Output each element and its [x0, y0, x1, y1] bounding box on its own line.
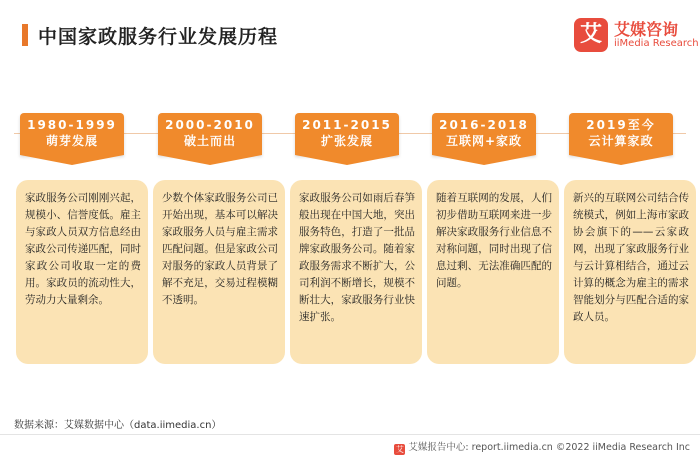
logo-name-cn: 艾媒咨询 [614, 20, 679, 39]
footer-copyright [394, 439, 690, 455]
stage-card-5 [564, 180, 696, 364]
stage-card-3 [290, 180, 422, 364]
stage-tab-pointer [569, 155, 673, 165]
stage-tab-pointer [158, 155, 262, 165]
brand-logo [574, 14, 699, 56]
stage-description: 家政服务公司如雨后春笋般出现在中国大地，突出服务特色，打造了一批品牌家政服务公司。随着家政服务需求不断扩大，公司利润不断增长，规模不断壮大，家政服务行业快速扩张。 [299, 192, 415, 323]
stage-years: 1980-1999 [27, 118, 117, 132]
logo-name-en: iiMedia Research [614, 38, 699, 49]
stage-tab-1 [20, 113, 124, 155]
stage-tab-5 [569, 113, 673, 155]
stage-phase: 扩张发展 [320, 134, 373, 148]
stage-years: 2000-2010 [165, 118, 255, 132]
stage-card-4 [427, 180, 559, 364]
stage-description: 少数个体家政服务公司已开始出现，基本可以解决家政服务人员与雇主需求匹配问题。但是家政公司对服务的家政人员背景了解不充足，交易过程模糊不透明。 [162, 192, 278, 306]
stage-tab-pointer [432, 155, 536, 165]
stage-tab-pointer [20, 155, 124, 165]
stage-tab-4 [432, 113, 536, 155]
stage-card-2 [153, 180, 285, 364]
footer-logo-icon: 艾 [395, 445, 404, 454]
stage-description: 随着互联网的发展，人们初步借助互联网来进一步解决家政服务行业信息不对称问题，同时出现了信息过剩、无法准确匹配的问题。 [436, 192, 552, 289]
stage-card-1 [16, 180, 148, 364]
page-title: 中国家政服务行业发展历程 [38, 26, 279, 48]
footer-copyright-text: 艾媒报告中心: report.iimedia.cn ©2022 iiMedia Research Inc [408, 442, 690, 453]
stage-phase: 萌芽发展 [45, 134, 98, 148]
footer-divider [0, 434, 700, 435]
stage-years: 2016-2018 [439, 118, 529, 132]
stage-description: 新兴的互联网公司结合传统模式，例如上海市家政协会旗下的——云家政网，出现了家政服务行业与云计算相结合，通过云计算的概念为雇主的需求智能划分与匹配合适的家政人员。 [573, 192, 689, 323]
stage-tab-3 [295, 113, 399, 155]
stage-tab-pointer [295, 155, 399, 165]
stage-phase: 互联网+家政 [445, 134, 523, 148]
stage-years: 2019至今 [586, 118, 656, 132]
title-accent-bar [22, 24, 28, 46]
stage-phase: 云计算家政 [588, 134, 654, 148]
stage-phase: 破土而出 [183, 134, 236, 148]
stage-tab-2 [158, 113, 262, 155]
data-source: 数据来源：艾媒数据中心（data.iimedia.cn） [14, 420, 222, 431]
stage-description: 家政服务公司刚刚兴起，规模小、信誉度低。雇主与家政人员双方信息经由家政公司传递匹配，同时家政公司收取一定的费用。家政员的流动性大，劳动力大量剩余。 [25, 192, 141, 306]
stage-years: 2011-2015 [302, 118, 392, 132]
logo-mark-icon: 艾 [574, 18, 608, 52]
